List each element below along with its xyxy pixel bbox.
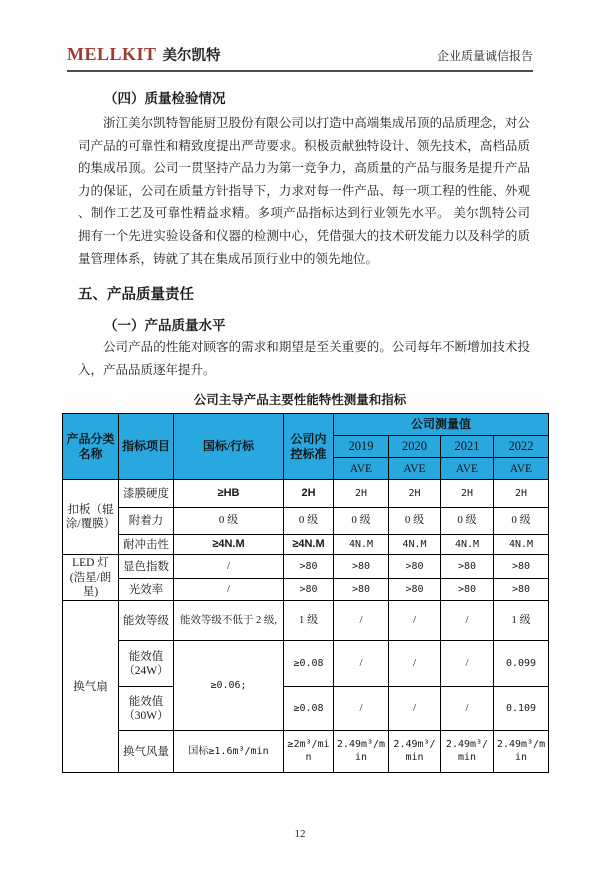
internal-cell: ≥0.08 <box>284 641 334 687</box>
col-header-internal-standard: 公司内控标准 <box>284 414 334 480</box>
table-row <box>63 641 549 687</box>
value-cell: / <box>441 641 494 687</box>
col-header-indicator: 指标项目 <box>119 414 174 480</box>
brand-name-cn: 美尔凯特 <box>162 48 221 64</box>
page-number: 12 <box>294 828 306 840</box>
brand-logo-text: MELLKIT <box>67 44 157 64</box>
value-cell: >80 <box>334 555 389 579</box>
group-cell-led-lamp: LED 灯(浩星/朗星) <box>63 555 119 601</box>
value-cell: 0.099 <box>494 641 549 687</box>
indicator-cell: 显色指数 <box>119 555 174 579</box>
value-cell: 0.109 <box>494 687 549 731</box>
value-cell: / <box>334 687 389 731</box>
table-row <box>63 480 549 508</box>
value-cell: 0 级 <box>441 508 494 535</box>
internal-cell: ≥4N.M <box>284 535 334 555</box>
value-cell: 2H <box>334 480 389 508</box>
value-cell: / <box>441 601 494 641</box>
standard-cell: 0 级 <box>174 508 284 535</box>
col-header-national-standard: 国标/行标 <box>174 414 284 480</box>
value-cell: / <box>441 687 494 731</box>
table-row <box>63 508 549 535</box>
value-cell: 2.49m³/min <box>441 731 494 773</box>
internal-cell: ≥0.08 <box>284 687 334 731</box>
internal-cell: 0 级 <box>284 508 334 535</box>
value-cell: >80 <box>494 555 549 579</box>
value-cell: >80 <box>441 555 494 579</box>
year-header-2019: 2019 <box>334 436 389 458</box>
internal-cell: >80 <box>284 555 334 579</box>
value-cell: / <box>334 641 389 687</box>
value-cell: 0 级 <box>389 508 441 535</box>
standard-cell: ≥4N.M <box>174 535 284 555</box>
brand <box>67 44 221 65</box>
standard-cell: 国标≥1.6m³/min <box>174 731 284 773</box>
value-cell: 2H <box>389 480 441 508</box>
standard-cell: / <box>174 579 284 601</box>
group-cell-ventilation-fan: 换气扇 <box>63 601 119 773</box>
table-row <box>63 579 549 601</box>
value-cell: >80 <box>494 579 549 601</box>
group-cell-buckle-panel: 扣板（辊涂/覆膜） <box>63 480 119 555</box>
value-cell: >80 <box>389 579 441 601</box>
indicator-cell: 耐冲击性 <box>119 535 174 555</box>
paragraph-product-quality: 公司产品的性能对顾客的需求和期望是至关重要的。公司每年不断增加技术投入，产品品质逐年提升。 <box>78 340 530 377</box>
ave-header-2022: AVE <box>494 458 549 480</box>
value-cell: 0 级 <box>334 508 389 535</box>
value-cell: 1 级 <box>494 601 549 641</box>
indicator-cell: 光效率 <box>119 579 174 601</box>
value-cell: 4N.M <box>441 535 494 555</box>
value-cell: / <box>389 641 441 687</box>
value-cell: / <box>389 687 441 731</box>
internal-cell: >80 <box>284 579 334 601</box>
indicator-cell: 能效值（30W） <box>119 687 174 731</box>
value-cell: 4N.M <box>334 535 389 555</box>
value-cell: 0 级 <box>494 508 549 535</box>
document-title: 企业质量诚信报告 <box>436 49 533 63</box>
section4-heading: （四）质量检验情况 <box>104 91 226 106</box>
indicator-cell: 漆膜硬度 <box>119 480 174 508</box>
value-cell: 4N.M <box>494 535 549 555</box>
year-header-2021: 2021 <box>441 436 494 458</box>
ave-header-2021: AVE <box>441 458 494 480</box>
value-cell: 4N.M <box>389 535 441 555</box>
indicator-cell: 附着力 <box>119 508 174 535</box>
value-cell: 2H <box>494 480 549 508</box>
col-header-product-category: 产品分类名称 <box>63 414 119 480</box>
standard-cell: 能效等级不低于 2 级, <box>174 601 284 641</box>
indicator-cell: 换气风量 <box>119 731 174 773</box>
section5-1-heading: （一）产品质量水平 <box>104 318 226 334</box>
value-cell: 2.49m³/min <box>389 731 441 773</box>
table-row <box>63 731 549 773</box>
value-cell: / <box>334 601 389 641</box>
value-cell: >80 <box>334 579 389 601</box>
ave-header-2019: AVE <box>334 458 389 480</box>
year-header-2022: 2022 <box>494 436 549 458</box>
table-header <box>63 414 549 480</box>
year-header-2020: 2020 <box>389 436 441 458</box>
value-cell: 2.49m³/min <box>494 731 549 773</box>
internal-cell: 2H <box>284 480 334 508</box>
table-caption: 公司主导产品主要性能特性测量和指标 <box>193 393 407 408</box>
performance-indicators-table <box>62 413 549 773</box>
value-cell: 2.49m³/min <box>334 731 389 773</box>
table-row <box>63 601 549 641</box>
table-row <box>63 535 549 555</box>
indicator-cell: 能效值（24W） <box>119 641 174 687</box>
internal-cell: ≥2m³/min <box>284 731 334 773</box>
section5-heading: 五、产品质量责任 <box>78 287 194 304</box>
standard-cell: ≥0.06; <box>174 641 284 731</box>
value-cell: / <box>389 601 441 641</box>
table-body <box>63 480 549 773</box>
table-header-row-1 <box>63 414 549 436</box>
paragraph-quality-inspection: 浙江美尔凯特智能厨卫股份有限公司以打造中高端集成吊顶的品质理念，对公司产品的可靠性和精致度提出严苛要求。积极贡献独特设计、领先技术，高档品质的集成吊顶。公司一贯坚持产品力为第一竞争力，高质量的产品与服务是提升产品力的保证，公司在质量方针指导下，力求对每一件产品、每一项工程的性能、外观 、制作工艺及可靠性精益求精。多项产品指标达到行业领先水平。 美尔凯特公司拥有一个先进实验设备和仪器的检测中心，凭借强大的技术研发能力以及科学的质量管理体系，铸就了其在集成吊顶行业中的领先地位。 <box>78 116 530 266</box>
col-header-measured-values: 公司测量值 <box>334 414 549 436</box>
internal-cell: 1 级 <box>284 601 334 641</box>
value-cell: >80 <box>441 579 494 601</box>
indicator-cell: 能效等级 <box>119 601 174 641</box>
table-row <box>63 687 549 731</box>
value-cell: >80 <box>389 555 441 579</box>
page-header <box>67 44 533 72</box>
ave-header-2020: AVE <box>389 458 441 480</box>
standard-cell: / <box>174 555 284 579</box>
table-row <box>63 555 549 579</box>
standard-cell: ≥HB <box>174 480 284 508</box>
value-cell: 2H <box>441 480 494 508</box>
